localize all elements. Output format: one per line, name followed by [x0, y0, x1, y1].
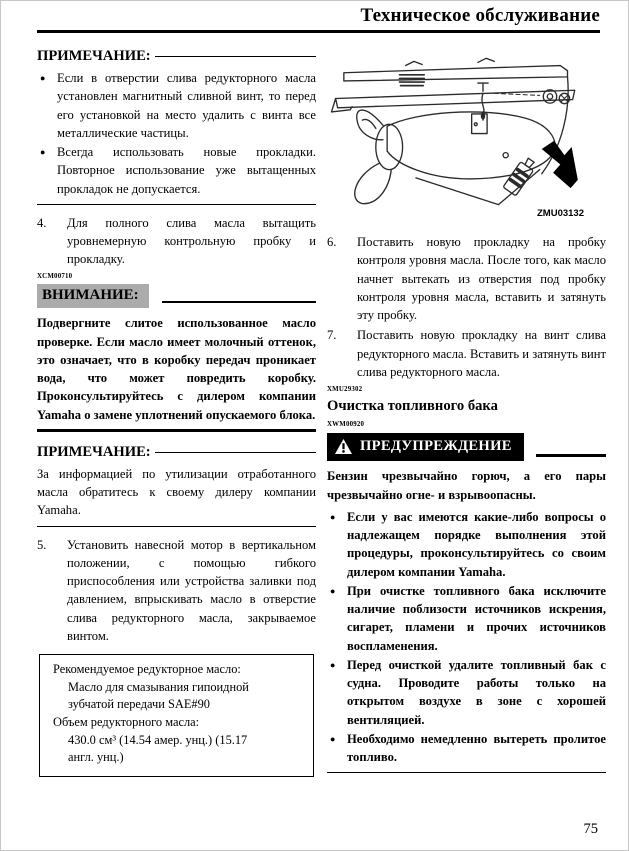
list-item: [327, 582, 606, 655]
step-text: Установить навесной мотор в вертикальном положении, с помощью гибкого приспособления или устройства заливки под давлением, впрыскивать масло в отверстие слива редукторного масла, закрываемое винтом.: [67, 537, 316, 643]
note1-bullet-text: Всегда использовать новые прокладки. Повторное использование уже вытащенных прокладок не допускается.: [57, 145, 316, 196]
oil-box-line: Рекомендуемое редукторное масло:: [53, 662, 241, 677]
step-text: Поставить новую прокладку на винт слива редукторного масла. Вставить и затянуть винт слива редукторного масла.: [357, 328, 606, 379]
procedure-step-7: [327, 326, 606, 381]
note1-heading-rule: [155, 56, 316, 57]
caution-label: ВНИМАНИЕ:: [37, 284, 149, 309]
left-column: [37, 46, 316, 777]
warning-banner: [327, 433, 524, 461]
warning-label: ПРЕДУПРЕЖДЕНИЕ: [360, 438, 512, 455]
oil-box-line: Объем редукторного масла:: [53, 714, 200, 729]
oil-box-line: зубчатой передачи SAE#90: [68, 697, 211, 712]
bullet-icon: ●: [330, 659, 336, 670]
list-item: [327, 730, 606, 767]
lower-unit-illustration: [327, 48, 606, 216]
reference-code: XWM00920: [327, 421, 365, 429]
reference-code: XMU29302: [327, 386, 363, 394]
oil-box-line: Масло для смазывания гипоидной: [68, 679, 249, 694]
caution-heading-rule: [162, 301, 316, 304]
caution-bottom-rule: [37, 429, 316, 432]
note1-heading: ПРИМЕЧАНИЕ:: [37, 48, 151, 64]
caution-section: [37, 284, 316, 432]
warning-intro: Бензин чрезвычайно горюч, а его пары чрезвычайно огне- и взрывоопасны.: [327, 469, 606, 502]
bullet-icon: ●: [40, 147, 46, 158]
step-text: Для полного слива масла вытащить уровнемерную контрольную пробку и прокладку.: [67, 215, 316, 267]
caution-text: Подвергните слитое использованное масло проверке. Если масло имеет молочный оттенок, это означает, что в коробку передач проникает вода, что может повредить коробку. Проконсультируйтесь с дилером компании Yamaha о замене уплотнений опускаемого блока.: [37, 316, 316, 422]
note2-heading-rule: [155, 452, 316, 453]
reference-code: XCM00710: [37, 272, 73, 280]
procedure-step-4: [37, 214, 316, 269]
page-number: 75: [583, 821, 598, 837]
page-header: [37, 5, 600, 33]
list-item: [327, 656, 606, 729]
procedure-step-6: [327, 233, 606, 324]
step-number: 5.: [37, 537, 47, 552]
oil-box-line: англ. унц.): [68, 750, 124, 765]
section-heading: Очистка топливного бака: [327, 398, 498, 415]
figure-caption: ZMU03132: [537, 208, 584, 220]
note1-bullet-text: Если в отверстии слива редукторного масла установлен магнитный сливной винт, то перед его установкой на место удалить с винта все металлические частицы.: [57, 71, 316, 140]
note2-heading: ПРИМЕЧАНИЕ:: [37, 443, 151, 460]
list-item: [37, 143, 316, 198]
list-item: [327, 508, 606, 581]
note1-bottom-rule: [37, 204, 316, 205]
right-column: [327, 46, 606, 777]
bullet-icon: ●: [40, 73, 46, 84]
oil-box-line: 430.0 см³ (14.54 амер. унц.) (15.17: [68, 732, 248, 747]
warning-bullet-text: Необходимо немедленно вытереть пролитое топливо.: [347, 731, 606, 765]
bullet-icon: ●: [330, 585, 336, 596]
warning-bullet-text: Перед очисткой удалите топливный бак с судна. Проводите работы только на открытом воздухе в зоне с хорошей вентиляцией.: [347, 657, 606, 727]
recommended-oil-box: [39, 654, 314, 777]
note-section-1: [37, 46, 316, 205]
warning-bullet-text: При очистке топливного бака исключите наличие поблизости источников искрения, сигарет, пламени и прочих источников воспламенения.: [347, 583, 606, 653]
list-item: [37, 69, 316, 142]
step-number: 6.: [327, 235, 337, 250]
bullet-icon: ●: [330, 511, 336, 522]
page-title: Техническое обслуживание: [360, 5, 600, 26]
warning-section: [327, 433, 606, 773]
note1-heading-row: [37, 46, 316, 67]
note2-heading-row: [37, 442, 316, 463]
warning-bottom-rule: [327, 772, 606, 773]
step-number: 4.: [37, 215, 47, 230]
note2-text: За информацией по утилизации отработанного масла обратитесь к своему дилеру компании Yamaha.: [37, 466, 316, 518]
step-number: 7.: [327, 328, 337, 343]
step-text: Поставить новую прокладку на пробку контроля уровня масла. После того, как масло начнет вытекать из отверстия под пробку контроля уровня масла, вставить и затянуть эту пробку.: [357, 235, 606, 323]
lower-unit-figure: [327, 48, 606, 221]
warning-bullet-text: Если у вас имеются какие-либо вопросы о надлежащем порядке выполнения этой процедуры, проконсультируйтесь со своим дилером компании Yamaha.: [347, 509, 606, 579]
caution-heading-row: [37, 284, 316, 309]
warning-heading-row: [327, 433, 606, 461]
two-column-layout: [37, 46, 604, 777]
warning-heading-rule: [536, 454, 606, 457]
bullet-icon: ●: [330, 733, 336, 744]
procedure-step-5: [37, 536, 316, 646]
note2-bottom-rule: [37, 526, 316, 527]
header-rule: [37, 30, 600, 33]
note-section-2: [37, 442, 316, 527]
warning-triangle-icon: [334, 438, 353, 455]
